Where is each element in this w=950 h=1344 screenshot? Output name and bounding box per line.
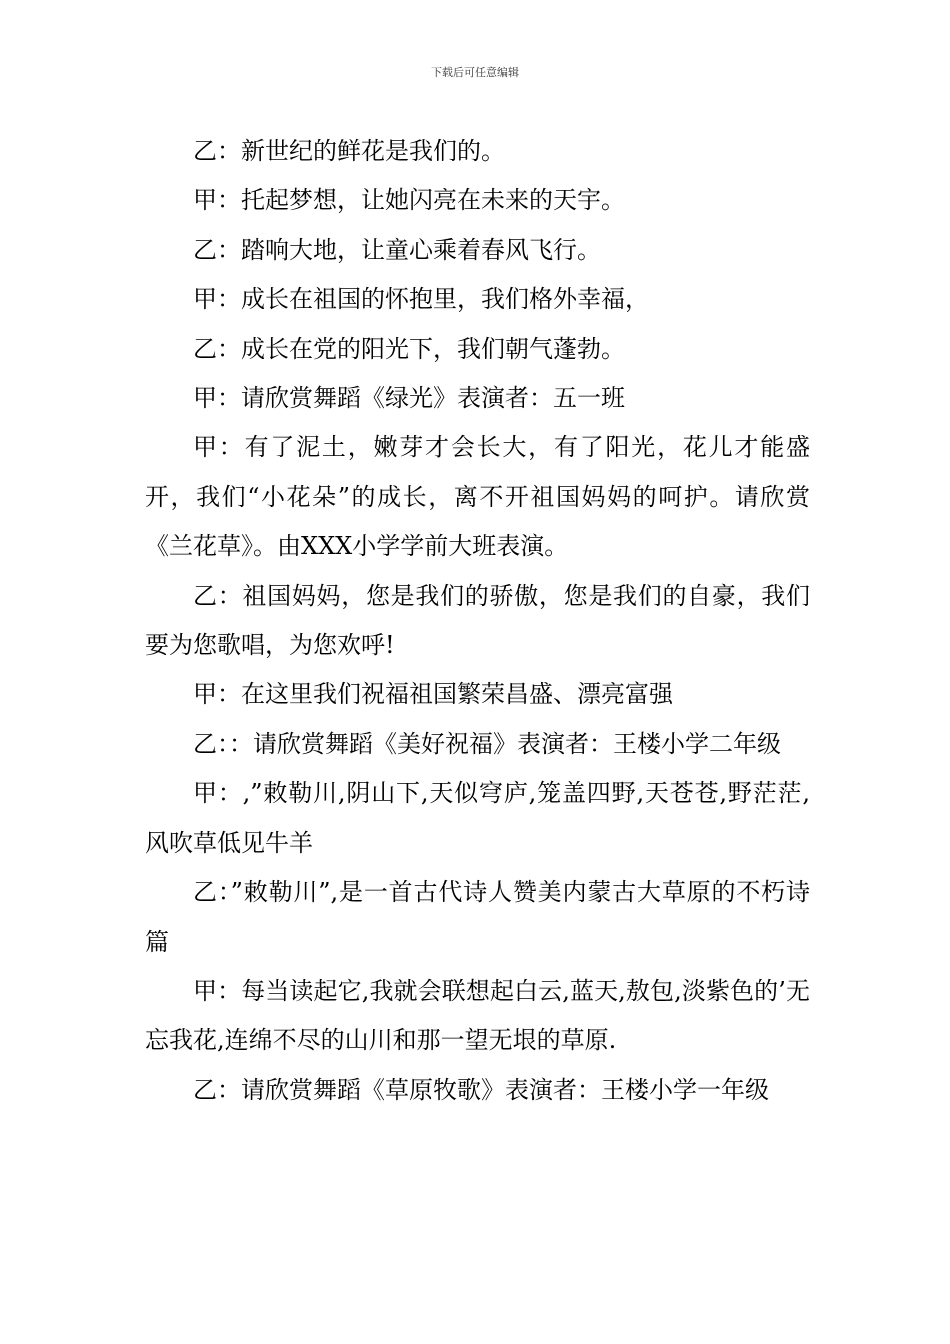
paragraph: 甲：在这里我们祝福祖国繁荣昌盛、漂亮富强 [193, 680, 673, 709]
paragraph: 乙：”敕勒川”,是一首古代诗人赞美内蒙古大草原的不朽诗篇 [145, 878, 810, 956]
paragraph: 甲：成长在祖国的怀抱里，我们格外幸福， [193, 285, 649, 314]
paragraph: 甲：有了泥土，嫩芽才会长大，有了阳光，花儿才能盛开，我们“小花朵”的成长，离不开祖国妈妈的呵护。请欣赏《兰花草》。由XXX小学学前大班表演。 [145, 433, 810, 561]
paragraph: 乙：请欣赏舞蹈《草原牧歌》表演者：王楼小学一年级 [193, 1075, 769, 1104]
paragraph: 甲：托起梦想，让她闪亮在未来的天宇。 [193, 186, 625, 215]
paragraph: 甲：请欣赏舞蹈《绿光》表演者：五一班 [193, 384, 625, 413]
paragraph: 甲：,”敕勒川,阴山下,天似穹庐,笼盖四野,天苍苍,野茫茫,风吹草低见牛羊 [145, 779, 810, 857]
paragraph: 乙：新世纪的鲜花是我们的。 [193, 137, 505, 165]
paragraph: 甲：每当读起它,我就会联想起白云,蓝天,敖包,淡紫色的’无忘我花,连绵不尽的山川和那一望无垠的草原. [145, 976, 810, 1055]
paragraph: 乙：踏响大地，让童心乘着春风飞行。 [193, 235, 601, 264]
document-body [145, 127, 810, 1115]
paragraph: 乙：祖国妈妈，您是我们的骄傲，您是我们的自豪，我们要为您歌唱，为您欢呼! [145, 581, 810, 660]
paragraph: 乙：成长在党的阳光下，我们朝气蓬勃。 [193, 334, 625, 363]
page-header: 下载后可任意编辑 [431, 66, 519, 79]
paragraph: 乙：：请欣赏舞蹈《美好祝福》表演者：王楼小学二年级 [193, 729, 781, 758]
